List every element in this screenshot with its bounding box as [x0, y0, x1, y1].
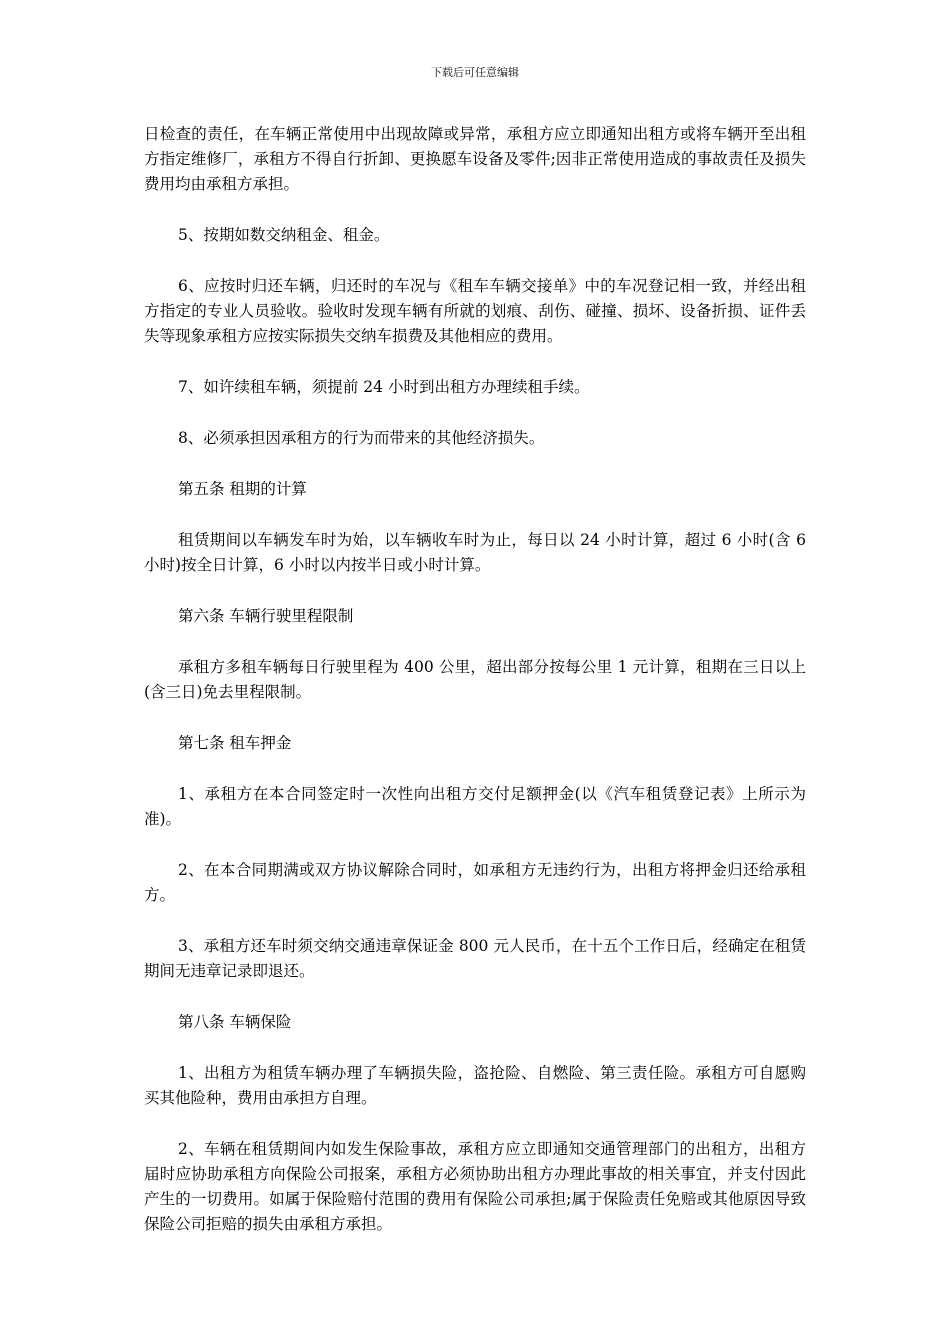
section-heading-article-6: 第六条 车辆行驶里程限制 — [178, 607, 354, 625]
paragraph-article-7-item-1: 1、承租方在本合同签定时一次性向出租方交付足额押金(以《汽车租赁登记表》上所示为准)。 — [144, 785, 806, 828]
paragraph-article-6-body: 承租方多租车辆每日行驶里程为 400 公里，超出部分按每公里 1 元计算，租期在三日以上(含三日)免去里程限制。 — [144, 658, 806, 701]
paragraph-item-5: 5、按期如数交纳租金、租金。 — [178, 226, 390, 244]
paragraph-article-7-item-2: 2、在本合同期满或双方协议解除合同时，如承租方无违约行为，出租方将押金归还给承租方。 — [144, 861, 806, 904]
section-heading-article-7: 第七条 租车押金 — [178, 734, 292, 752]
section-heading-article-5: 第五条 租期的计算 — [178, 480, 307, 498]
page-header: 下载后可任意编辑 — [431, 66, 519, 79]
paragraph-item-8: 8、必须承担因承租方的行为而带来的其他经济损失。 — [178, 429, 545, 447]
document-body — [144, 122, 806, 1263]
paragraph-item-6: 6、应按时归还车辆，归还时的车况与《租车车辆交接单》中的车况登记相一致，并经出租方指定的专业人员验收。验收时发现车辆有所就的划痕、刮伤、碰撞、损坏、设备折损、证件丢失等现象承租方应按实际损失交纳车损费及其他相应的费用。 — [144, 277, 806, 345]
paragraph-continuation: 日检查的责任，在车辆正常使用中出现故障或异常，承租方应立即通知出租方或将车辆开至出租方指定维修厂，承租方不得自行折卸、更换愿车设备及零件;因非正常使用造成的事故责任及损失费用均由承租方承担。 — [144, 125, 806, 193]
paragraph-article-5-body: 租赁期间以车辆发车时为始，以车辆收车时为止，每日以 24 小时计算，超过 6 小时(含 6 小时)按全日计算，6 小时以内按半日或小时计算。 — [144, 531, 806, 574]
paragraph-article-7-item-3: 3、承租方还车时须交纳交通违章保证金 800 元人民币，在十五个工作日后，经确定在租赁期间无违章记录即退还。 — [144, 937, 806, 980]
section-heading-article-8: 第八条 车辆保险 — [178, 1013, 292, 1031]
paragraph-article-8-item-1: 1、出租方为租赁车辆办理了车辆损失险，盗抢险、自燃险、第三责任险。承租方可自愿购买其他险种，费用由承担方自理。 — [144, 1064, 806, 1107]
paragraph-item-7: 7、如许续租车辆，须提前 24 小时到出租方办理续租手续。 — [178, 378, 590, 396]
paragraph-article-8-item-2: 2、车辆在租赁期间内如发生保险事故，承租方应立即通知交通管理部门的出租方，出租方届时应协助承租方向保险公司报案，承租方必须协助出租方办理此事故的相关事宜，并支付因此产生的一切费用。如属于保险赔付范围的费用有保险公司承担;属于保险责任免赔或其他原因导致保险公司拒赔的损失由承租方承担。 — [144, 1140, 806, 1233]
